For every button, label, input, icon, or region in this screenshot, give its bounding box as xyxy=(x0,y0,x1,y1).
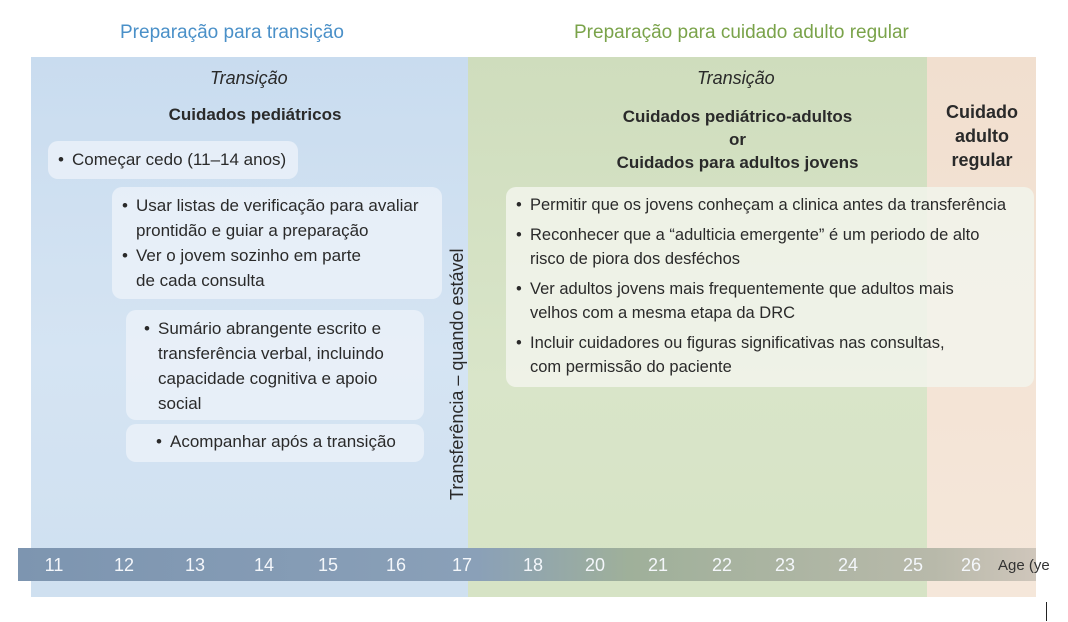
age-tick: 14 xyxy=(253,555,275,575)
box-start-early xyxy=(48,141,298,179)
blue-transition-label: Transição xyxy=(210,68,288,88)
bullet-include-caregivers: • Incluir cuidadores ou figuras significativas nas consultas, com permissão do paciente xyxy=(516,331,980,379)
bullet-see-alone: • Ver o jovem sozinho em parte de cada consulta xyxy=(122,243,376,293)
box-summary xyxy=(126,310,424,420)
young-adult-care-title xyxy=(595,105,880,174)
age-tick: 20 xyxy=(584,555,606,575)
green-transition-label: Transição xyxy=(697,68,775,88)
header-preparation-adult-care: Preparação para cuidado adulto regular xyxy=(574,22,909,43)
age-tick: 18 xyxy=(522,555,544,575)
bullet-meet-clinic: • Permitir que os jovens conheçam a clinica antes da transferência xyxy=(516,193,1026,217)
bullet-start-early: • Começar cedo (11–14 anos) xyxy=(58,147,298,172)
peach-title-line-2: adulto xyxy=(955,126,1009,146)
age-tick: 24 xyxy=(837,555,859,575)
age-tick: 16 xyxy=(385,555,407,575)
age-tick: 13 xyxy=(184,555,206,575)
header-preparation-transition: Preparação para transição xyxy=(120,22,344,43)
age-tick: 21 xyxy=(647,555,669,575)
title-line-2: or xyxy=(729,130,746,149)
bullet-follow-up: • Acompanhar após a transição xyxy=(156,429,416,454)
bullet-summary: • Sumário abrangente escrito e transferência verbal, incluindo capacidade cognitiva e apoio social xyxy=(144,316,408,416)
box-young-adult-recommendations xyxy=(506,187,1034,387)
peach-title-line-1: Cuidado xyxy=(946,102,1018,122)
age-tick: 15 xyxy=(317,555,339,575)
title-line-3: Cuidados para adultos jovens xyxy=(616,153,859,172)
box-checklists xyxy=(112,187,442,299)
pediatric-care-title: Cuidados pediátricos xyxy=(168,105,342,124)
transfer-when-stable-label: Transferência – quando estável xyxy=(447,248,467,500)
age-tick: 26 xyxy=(960,555,982,575)
peach-title-line-3: regular xyxy=(951,150,1013,170)
age-tick: 12 xyxy=(113,555,135,575)
age-tick: 23 xyxy=(774,555,796,575)
title-line-1: Cuidados pediátrico-adultos xyxy=(622,107,853,126)
text-cursor xyxy=(1046,602,1047,621)
regular-adult-care-title xyxy=(932,100,1032,172)
age-tick: 11 xyxy=(44,555,64,575)
age-tick: 25 xyxy=(902,555,924,575)
bullet-see-more-often: • Ver adultos jovens mais frequentemente que adultos mais velhos com a mesma etapa da DRC xyxy=(516,277,1000,325)
box-follow-up xyxy=(126,424,424,462)
age-tick: 17 xyxy=(451,555,473,575)
bullet-checklists: • Usar listas de verificação para avaliar prontidão e guiar a preparação xyxy=(122,193,434,243)
bullet-emerging-adulthood: • Reconhecer que a “adulticia emergente” é um periodo de alto risco de piora dos desféchos xyxy=(516,223,990,271)
age-axis-label: Age (ye xyxy=(998,557,1050,574)
age-tick: 22 xyxy=(711,555,733,575)
